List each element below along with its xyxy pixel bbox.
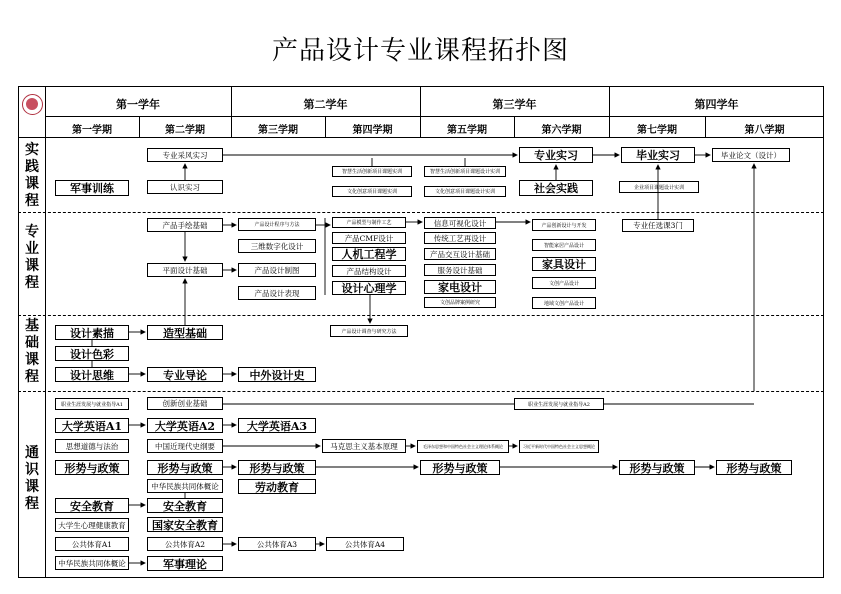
year-1-label: 第一学年 — [116, 98, 160, 111]
course-box[interactable]: 产品CMF设计 — [332, 232, 406, 244]
course-box[interactable]: 智慧生活创新项目课题设计实训 — [424, 166, 506, 177]
course-box[interactable]: 设计色彩 — [55, 346, 129, 361]
course-box[interactable]: 产品设计表现 — [238, 286, 316, 300]
course-box[interactable]: 人机工程学 — [332, 247, 406, 261]
course-box[interactable]: 毕业实习 — [621, 147, 695, 163]
course-box[interactable]: 公共体育A4 — [326, 537, 404, 551]
course-box[interactable]: 中华民族共同体概论 — [55, 556, 129, 570]
course-box[interactable]: 军事理论 — [147, 556, 223, 571]
course-box[interactable]: 产品设计调查与研究方法 — [330, 325, 408, 337]
course-box[interactable]: 形势与政策 — [619, 460, 695, 475]
year-4-label: 第四学年 — [694, 98, 739, 111]
course-box[interactable]: 三维数字化设计 — [238, 239, 316, 253]
course-box[interactable]: 劳动教育 — [238, 479, 316, 494]
course-box[interactable]: 创新创业基础 — [147, 397, 223, 410]
course-box[interactable]: 产品设计制图 — [238, 263, 316, 277]
course-box[interactable]: 公共体育A2 — [147, 537, 223, 551]
course-box[interactable]: 公共体育A1 — [55, 537, 129, 551]
course-box[interactable]: 设计素描 — [55, 325, 129, 340]
course-box[interactable]: 地域文创产品设计 — [532, 297, 596, 309]
semester-2-label: 第二学期 — [165, 125, 205, 136]
course-box[interactable]: 造型基础 — [147, 325, 223, 340]
category-professional: 专 业 课 程 — [25, 224, 39, 291]
course-box[interactable]: 中华民族共同体概论 — [147, 479, 223, 493]
course-box[interactable]: 专业实习 — [519, 147, 593, 163]
course-box[interactable]: 思想道德与法治 — [55, 439, 129, 453]
course-box[interactable]: 文化创意项目课题设计实训 — [424, 186, 506, 197]
course-box[interactable]: 安全教育 — [147, 498, 223, 513]
course-box[interactable]: 形势与政策 — [238, 460, 316, 475]
course-box[interactable]: 文创产品设计 — [532, 277, 596, 289]
semester-5-label: 第五学期 — [447, 125, 487, 136]
semester-6-label: 第六学期 — [541, 125, 582, 136]
course-box[interactable]: 专业导论 — [147, 367, 223, 382]
course-box[interactable]: 设计思维 — [55, 367, 129, 382]
course-box[interactable]: 职业生涯发展与就业指导A2 — [514, 398, 604, 410]
course-box[interactable]: 产品结构设计 — [332, 265, 406, 277]
course-box[interactable]: 职业生涯发展与就业指导A1 — [55, 398, 129, 410]
course-box[interactable]: 大学英语A2 — [147, 418, 223, 433]
course-box[interactable]: 传统工艺再设计 — [424, 232, 496, 244]
course-box[interactable]: 国家安全教育 — [147, 517, 223, 532]
category-foundation: 基 础 课 程 — [25, 318, 39, 385]
course-box[interactable]: 产品设计程序与方法 — [238, 218, 316, 231]
course-box[interactable]: 大学英语A1 — [55, 418, 129, 433]
course-box[interactable]: 形势与政策 — [716, 460, 792, 475]
course-box[interactable]: 产品交互设计基础 — [424, 248, 496, 260]
semester-3-label: 第三学期 — [258, 125, 298, 136]
page-title: 产品设计专业课程拓扑图 — [271, 36, 569, 66]
course-box[interactable]: 形势与政策 — [147, 460, 223, 475]
semester-1-label: 第一学期 — [72, 125, 112, 136]
course-box[interactable]: 大学英语A3 — [238, 418, 316, 433]
semester-7-label: 第七学期 — [637, 125, 677, 136]
course-box[interactable]: 文创品牌案例研究 — [424, 297, 496, 308]
course-box[interactable]: 形势与政策 — [55, 460, 129, 475]
course-box[interactable]: 智慧生活创新项目课题实训 — [332, 166, 412, 177]
course-box[interactable]: 安全教育 — [55, 498, 129, 513]
course-box[interactable]: 中国近现代史纲要 — [147, 439, 223, 453]
course-box[interactable]: 认识实习 — [147, 180, 223, 194]
course-box[interactable]: 毕业论文（设计） — [712, 148, 790, 162]
course-box[interactable]: 社会实践 — [519, 180, 593, 196]
course-box[interactable]: 中外设计史 — [238, 367, 316, 382]
year-2-label: 第二学年 — [303, 98, 348, 111]
course-box[interactable]: 设计心理学 — [332, 281, 406, 295]
course-box[interactable]: 家电设计 — [424, 280, 496, 294]
year-3-label: 第三学年 — [492, 98, 537, 111]
course-box[interactable]: 文化创意项目课题实训 — [332, 186, 412, 197]
course-box[interactable]: 平面设计基础 — [147, 263, 223, 277]
course-box[interactable]: 专业任选课3门 — [622, 219, 694, 232]
course-box[interactable]: 大学生心理健康教育 — [55, 518, 129, 532]
semester-4-label: 第四学期 — [352, 125, 393, 136]
course-box[interactable]: 毛泽东思想和中国特色社会主义理论体系概论 — [417, 440, 509, 453]
course-box[interactable]: 企业项目课题设计实训 — [619, 181, 699, 193]
course-box[interactable]: 专业采风实习 — [147, 148, 223, 162]
course-box[interactable]: 产品创新设计与开发 — [532, 219, 596, 231]
course-box[interactable]: 家具设计 — [532, 257, 596, 271]
course-box[interactable]: 产品模型与制作工艺 — [332, 217, 406, 228]
course-box[interactable]: 马克思主义基本原理 — [322, 439, 406, 453]
course-box[interactable]: 信息可视化设计 — [424, 217, 496, 229]
course-box[interactable]: 产品手绘基础 — [147, 218, 223, 232]
course-box[interactable]: 军事训练 — [55, 180, 129, 196]
category-general: 通 识 课 程 — [25, 445, 39, 512]
course-box[interactable]: 服务设计基础 — [424, 264, 496, 276]
course-box[interactable]: 形势与政策 — [420, 460, 500, 475]
category-practice: 实 践 课 程 — [25, 142, 39, 209]
course-box[interactable]: 智能家居产品设计 — [532, 239, 596, 251]
course-box[interactable]: 习近平新时代中国特色社会主义思想概论 — [519, 440, 599, 453]
course-box[interactable]: 公共体育A3 — [238, 537, 316, 551]
semester-8-label: 第八学期 — [744, 125, 785, 136]
